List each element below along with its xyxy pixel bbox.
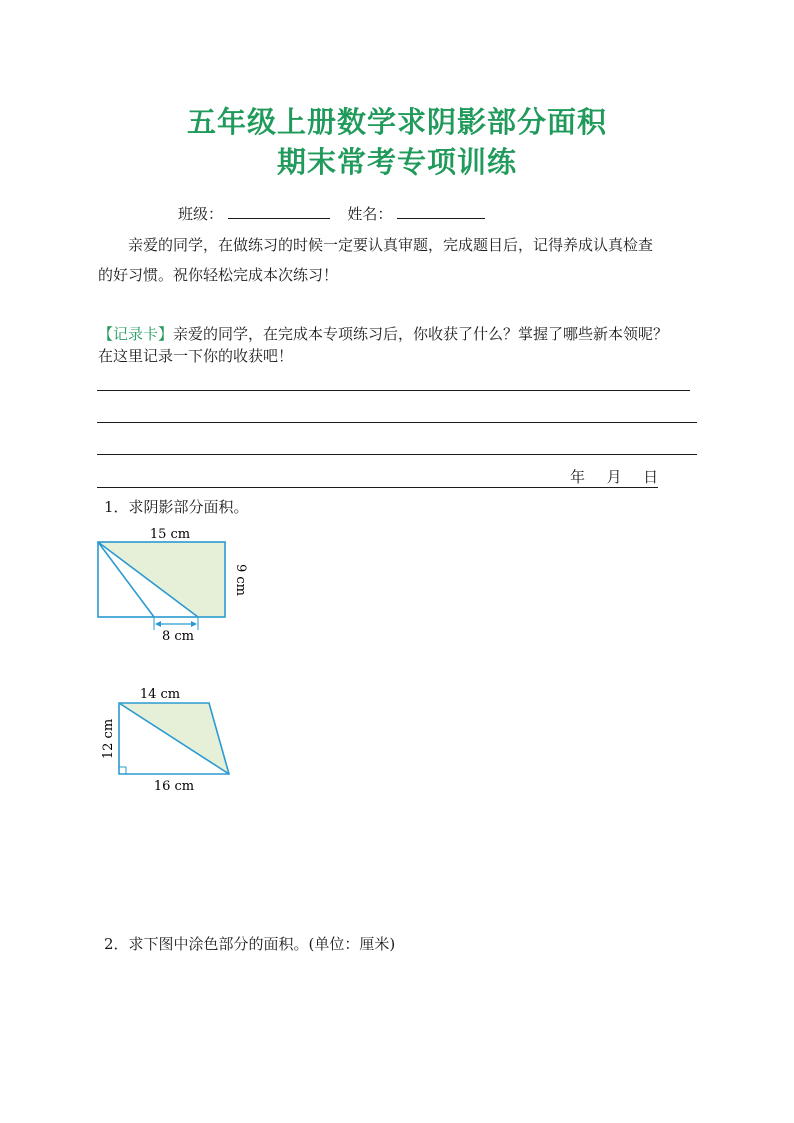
figure-1-rectangle <box>92 520 252 650</box>
class-label: 班级： <box>178 205 224 223</box>
page-subtitle: 期末常考专项训练 <box>276 145 517 179</box>
record-date <box>570 466 658 488</box>
intro-line-2: 的好习惯。祝你轻松完成本次练习！ <box>98 266 339 284</box>
date-year: 年 <box>570 468 586 486</box>
figure-2-side-label: 12 cm <box>101 718 116 760</box>
figure-1-top-label: 15 cm <box>149 527 191 542</box>
class-blank[interactable] <box>228 204 330 219</box>
record-line-2[interactable] <box>97 422 697 423</box>
figure-1-bottom-label: 8 cm <box>161 629 195 644</box>
name-label: 姓名： <box>347 205 393 223</box>
date-day: 日 <box>643 468 659 486</box>
student-info <box>178 203 485 225</box>
intro-line-1: 亲爱的同学，在做练习的时候一定要认真审题，完成题目后，记得养成认真检查 <box>128 236 654 254</box>
figure-1-side-label: 9 cm <box>233 563 248 597</box>
question-2: 2．求下图中涂色部分的面积。(单位：厘米) <box>104 935 396 953</box>
record-line-3[interactable] <box>97 454 697 455</box>
figure-2-trapezoid <box>96 684 246 798</box>
record-card-prompt: 亲爱的同学，在完成本专项练习后，你收获了什么？掌握了哪些新本领呢？ <box>173 325 669 343</box>
question-1: 1．求阴影部分面积。 <box>104 498 249 516</box>
record-card-line-1 <box>98 323 668 345</box>
record-line-1[interactable] <box>97 390 690 391</box>
record-card-line-2: 在这里记录一下你的收获吧！ <box>98 347 294 365</box>
figure-1-shaded-region <box>98 542 225 617</box>
figure-2-right-angle-mark <box>119 767 126 774</box>
name-blank[interactable] <box>397 204 485 219</box>
date-month: 月 <box>606 468 622 486</box>
figure-2-bottom-label: 16 cm <box>153 779 195 794</box>
page-title: 五年级上册数学求阴影部分面积 <box>186 105 607 139</box>
figure-2-top-label: 14 cm <box>139 687 181 702</box>
record-card-tag: 【记录卡】 <box>98 325 174 343</box>
